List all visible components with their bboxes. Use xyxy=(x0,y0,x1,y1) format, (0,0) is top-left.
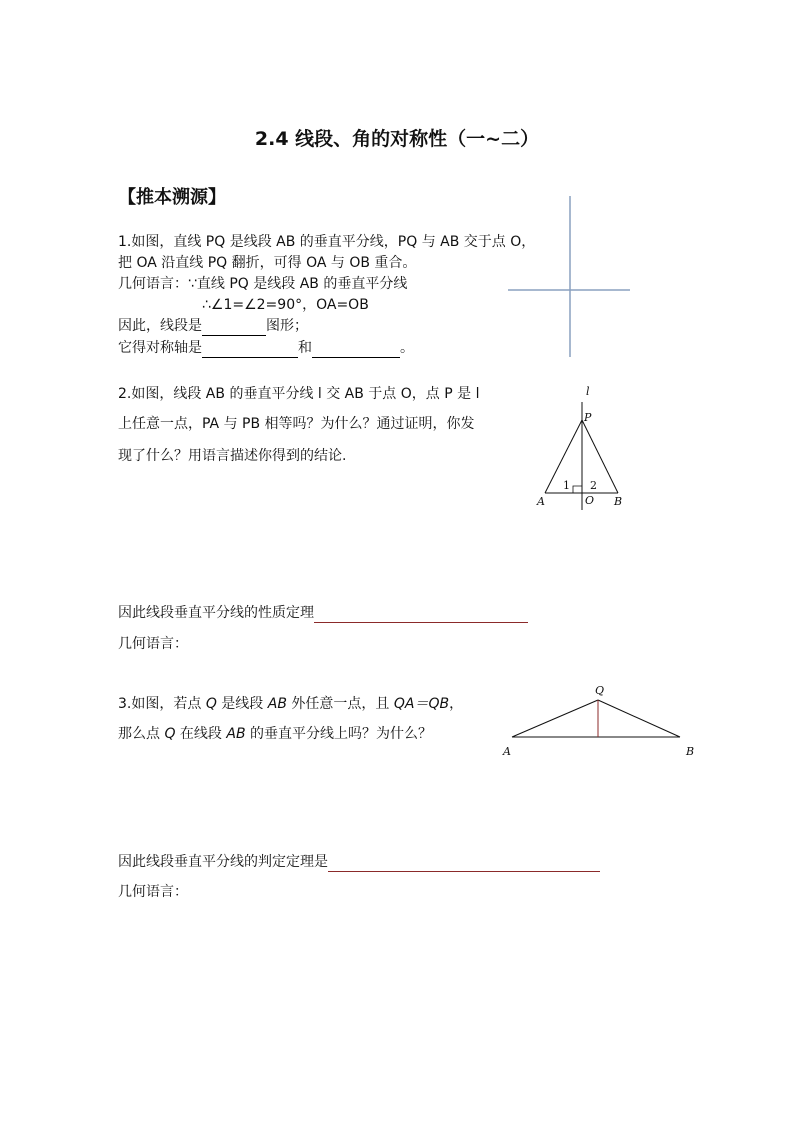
q2-label-P: P xyxy=(584,411,592,424)
q3-line2-part-c: 的垂直平分线上吗？为什么？ xyxy=(245,726,433,742)
q1-shape-suffix: 图形； xyxy=(266,318,308,334)
q1-text-line2: 把 OA 沿直线 PQ 翻折，可得 OA 与 OB 重合。 xyxy=(118,255,417,271)
q3-geometry-language: 几何语言： xyxy=(118,884,188,900)
q1-axis-suffix: 。 xyxy=(400,340,414,356)
q2-label-B: B xyxy=(614,495,623,508)
q3-line2-part-b: 在线段 xyxy=(175,726,227,742)
q2-label-l: l xyxy=(586,385,590,398)
q1-axis-mid: 和 xyxy=(298,340,312,356)
q2-label-angle2: 2 xyxy=(590,479,597,492)
q2-text-line2: 上任意一点，PA 与 PB 相等吗？为什么？通过证明，你发 xyxy=(118,416,475,432)
q2-label-O: O xyxy=(585,494,595,507)
section-heading: 【推本溯源】 xyxy=(118,187,226,208)
q3-line2-Q: Q xyxy=(164,726,176,742)
q3-label-A: A xyxy=(503,745,511,758)
q3-line2-part-a: 那么点 xyxy=(118,726,165,742)
q3-line1-Q: Q xyxy=(205,696,217,712)
q2-geometry-language: 几何语言： xyxy=(118,636,188,652)
q3-figure-segment-QB xyxy=(598,700,680,737)
q1-geometry-language-line: 几何语言：∵直线 PQ 是线段 AB 的垂直平分线 xyxy=(118,276,408,292)
q3-line1-equation: QA＝QB xyxy=(393,696,450,712)
q3-label-Q: Q xyxy=(595,684,605,697)
q1-axis-prefix: 它得对称轴是 xyxy=(118,340,202,356)
q3-label-B: B xyxy=(686,745,695,758)
q2-theorem-prefix: 因此线段垂直平分线的性质定理 xyxy=(118,605,314,621)
q1-text-line1: 1.如图，直线 PQ 是线段 AB 的垂直平分线，PQ 与 AB 交于点 O， xyxy=(118,234,536,250)
q3-line1-part-b: 是线段 xyxy=(216,696,268,712)
q2-text-line3: 现了什么？用语言描述你得到的结论. xyxy=(118,448,347,464)
q1-shape-prefix: 因此，线段是 xyxy=(118,318,202,334)
q2-label-angle1: 1 xyxy=(563,479,570,492)
q2-label-A: A xyxy=(537,495,545,508)
q3-theorem-line xyxy=(118,852,600,872)
q1-conclusion-line: ∴∠1=∠2=90°，OA=OB xyxy=(202,297,369,313)
q3-figure-segment-QA xyxy=(512,700,598,737)
q3-line1-AB: AB xyxy=(267,696,287,712)
q2-text-line1: 2.如图，线段 AB 的垂直平分线 l 交 AB 于点 O，点 P 是 l xyxy=(118,386,480,402)
q3-theorem-blank[interactable] xyxy=(328,856,600,872)
q3-theorem-prefix: 因此线段垂直平分线的判定定理是 xyxy=(118,854,328,870)
q3-line1-part-c: 外任意一点，且 xyxy=(286,696,394,712)
q3-line1-part-d: ， xyxy=(449,696,464,712)
q3-line1-part-a: 3.如图，若点 xyxy=(118,696,206,712)
q3-line2-AB: AB xyxy=(226,726,246,742)
page-title: 2.4 线段、角的对称性（一~二） xyxy=(254,128,540,150)
